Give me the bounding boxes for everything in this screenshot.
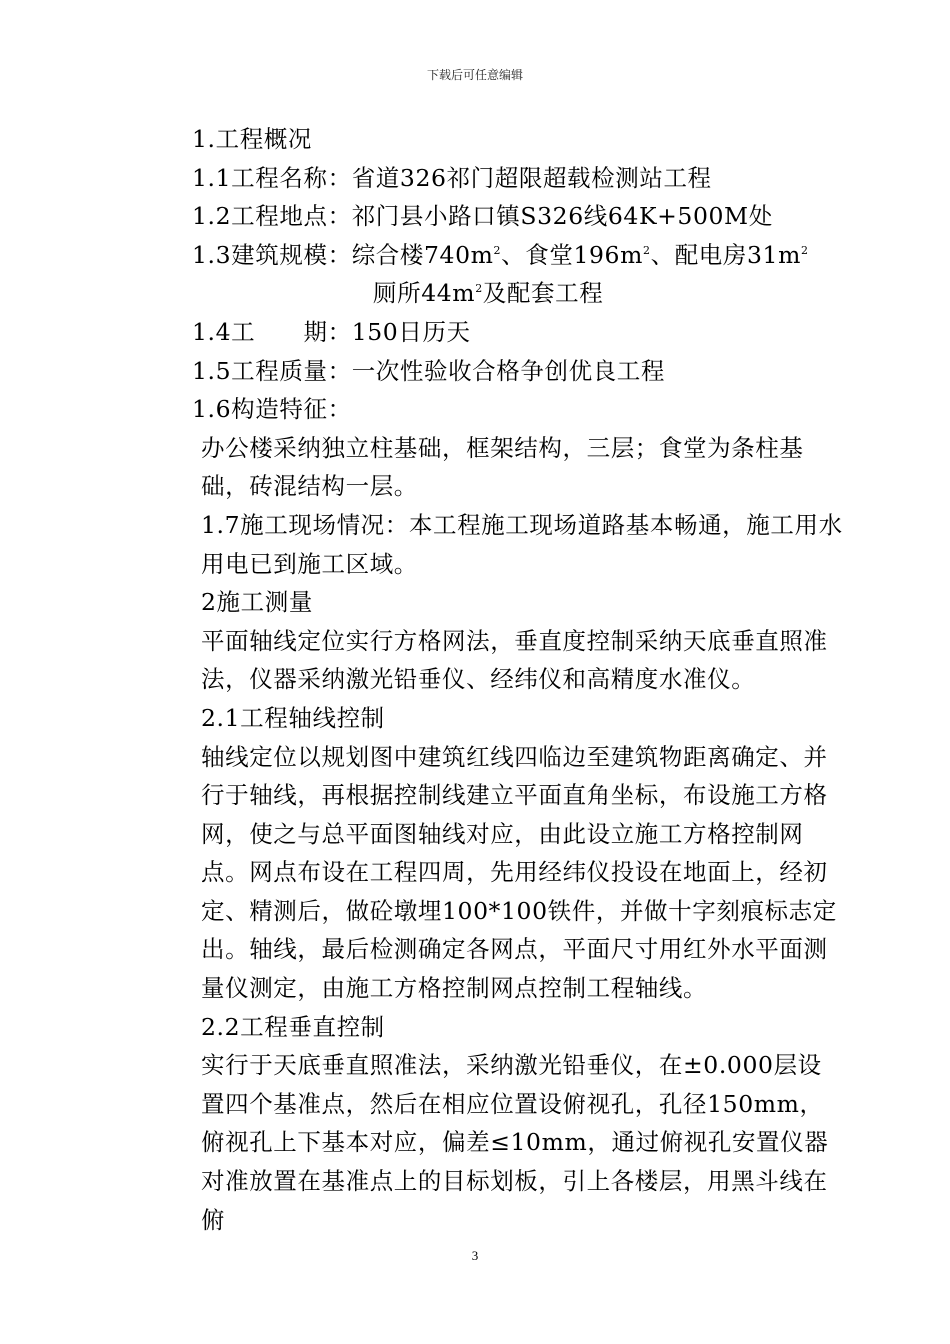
quality-label: 1.5工程质量： [192,356,352,385]
sup-2: 2 [800,243,809,257]
section-2-2-heading: 2.2工程垂直控制 [201,1012,385,1041]
scale-supporting: 及配套工程 [482,279,604,308]
sup-2: 2 [642,243,651,257]
site-paragraph: 1.7施工现场情况：本工程施工现场道路基本畅通，施工用水 用电已到施工区域。 [201,510,867,578]
building-scale-continued [145,274,845,313]
project-location-label: 1.2工程地点： [192,202,352,231]
quality-line [145,352,845,391]
section-1-heading: 1.工程概况 [192,125,313,153]
document-body [145,120,867,1239]
building-scale-line [145,236,845,275]
period-label: 1.4工 期： [192,317,352,346]
scale-toilet: 厕所44m [373,279,476,308]
structure-paragraph: 办公楼采纳独立柱基础，框架结构，三层；食堂为条柱基础，砖混结构一层。 [201,433,804,501]
structure-label: 1.6构造特征： [192,395,352,424]
vertical-control-paragraph: 实行于天底垂直照准法，采纳激光铅垂仪，在±0.000层设置四个基准点，然后在相应位置设俯视孔，孔径150mm，俯视孔上下基本对应，偏差≤10mm，通过俯视孔安置仪器对准放置在基准点上的目标划板，引上各楼层，用黑斗线在俯 [201,1051,829,1234]
scale-complex: 综合楼740m [351,240,494,269]
quality-value: 一次性验收合格争创优良工程 [351,356,665,385]
project-location-line [145,197,845,236]
section-2-1-heading: 2.1工程轴线控制 [201,703,385,732]
period-line [145,313,845,352]
axis-control-paragraph: 轴线定位以规划图中建筑红线四临边至建筑物距离确定、并行于轴线，再根据控制线建立平面直角坐标，布设施工方格网，使之与总平面图轴线对应，由此设立施工方格控制网点。网点布设在工程四周，先用经纬仪投设在地面上，经初定、精测后，做砼墩埋100*100铁件，并做十字刻痕标志定出。轴线，最后检测确定各网点，平面尺寸用红外水平面测量仪测定，由施工方格控制网点控制工程轴线。 [201,742,837,1003]
project-location-value: 祁门县小路口镇S326线64K+500M处 [351,202,773,231]
survey-intro-paragraph: 平面轴线定位实行方格网法，垂直度控制采纳天底垂直照准法，仪器采纳激光铅垂仪、经纬仪和高精度水准仪。 [201,626,828,694]
scale-canteen: 、食堂196m [501,240,643,269]
building-scale-label: 1.3建筑规模： [192,240,352,269]
section-2-heading: 2施工测量 [201,588,313,617]
scale-power-room: 、配电房31m [650,240,801,269]
project-name-value: 省道326祁门超限超载检测站工程 [351,163,712,192]
page-header: 下载后可任意编辑 [426,68,523,82]
page-number: 3 [471,1248,479,1263]
sup-2: 2 [493,243,502,257]
project-name-line [145,159,845,198]
period-value: 150日历天 [351,317,471,346]
project-name-label: 1.1工程名称： [192,163,352,192]
sup-2: 2 [475,282,483,296]
